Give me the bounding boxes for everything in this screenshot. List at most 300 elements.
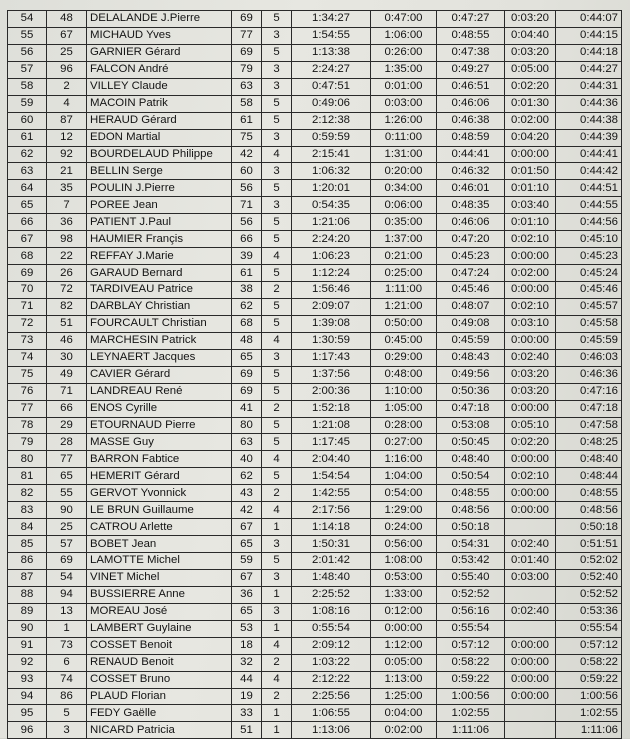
start-offset-cell: 0:35:00 (371, 214, 437, 231)
bib-cell: 25 (47, 519, 87, 536)
race-time-cell: 0:46:01 (437, 180, 505, 197)
total-time-cell: 1:13:38 (292, 44, 371, 61)
table-row (8, 400, 622, 417)
runner-name-cell: PATIENT J.Paul (87, 214, 232, 231)
table-row (8, 451, 622, 468)
final-time-cell: 0:44:56 (556, 214, 622, 231)
bib-cell: 96 (47, 61, 87, 78)
handicap-cell: 0:03:00 (505, 569, 556, 586)
category-cell: 3 (262, 197, 292, 214)
age-cell: 65 (232, 349, 262, 366)
category-cell: 1 (262, 705, 292, 722)
handicap-cell: 0:03:20 (505, 11, 556, 28)
bib-cell: 22 (47, 248, 87, 265)
place-cell: 84 (8, 519, 47, 536)
final-time-cell: 0:45:23 (556, 248, 622, 265)
runner-name-cell: BARRON Fabtice (87, 451, 232, 468)
race-time-cell: 1:02:55 (437, 705, 505, 722)
final-time-cell: 1:11:06 (556, 722, 622, 739)
place-cell: 67 (8, 231, 47, 248)
handicap-cell: 0:02:10 (505, 231, 556, 248)
handicap-cell: 0:02:10 (505, 468, 556, 485)
race-time-cell: 0:46:51 (437, 78, 505, 95)
place-cell: 73 (8, 332, 47, 349)
bib-cell: 36 (47, 214, 87, 231)
race-time-cell: 0:46:06 (437, 214, 505, 231)
handicap-cell: 0:02:40 (505, 603, 556, 620)
place-cell: 76 (8, 383, 47, 400)
category-cell: 5 (262, 315, 292, 332)
race-time-cell: 1:00:56 (437, 688, 505, 705)
total-time-cell: 0:54:35 (292, 197, 371, 214)
runner-name-cell: TARDIVEAU Patrice (87, 282, 232, 299)
age-cell: 71 (232, 197, 262, 214)
bib-cell: 7 (47, 197, 87, 214)
category-cell: 5 (262, 11, 292, 28)
runner-name-cell: HEMERIT Gérard (87, 468, 232, 485)
start-offset-cell: 0:45:00 (371, 332, 437, 349)
place-cell: 94 (8, 688, 47, 705)
start-offset-cell: 0:20:00 (371, 163, 437, 180)
table-row (8, 705, 622, 722)
age-cell: 61 (232, 112, 262, 129)
bib-cell: 49 (47, 366, 87, 383)
category-cell: 5 (262, 231, 292, 248)
category-cell: 4 (262, 637, 292, 654)
category-cell: 2 (262, 654, 292, 671)
age-cell: 33 (232, 705, 262, 722)
final-time-cell: 0:44:31 (556, 78, 622, 95)
total-time-cell: 2:12:38 (292, 112, 371, 129)
handicap-cell: 0:01:10 (505, 180, 556, 197)
start-offset-cell: 0:47:00 (371, 11, 437, 28)
category-cell: 2 (262, 688, 292, 705)
runner-name-cell: GARAUD Bernard (87, 265, 232, 282)
place-cell: 65 (8, 197, 47, 214)
total-time-cell: 1:12:24 (292, 265, 371, 282)
final-time-cell: 0:53:36 (556, 603, 622, 620)
total-time-cell: 1:17:45 (292, 434, 371, 451)
handicap-cell: 0:00:00 (505, 671, 556, 688)
final-time-cell: 0:58:22 (556, 654, 622, 671)
place-cell: 82 (8, 485, 47, 502)
total-time-cell: 1:08:16 (292, 603, 371, 620)
age-cell: 53 (232, 620, 262, 637)
place-cell: 61 (8, 129, 47, 146)
start-offset-cell: 0:00:00 (371, 620, 437, 637)
place-cell: 90 (8, 620, 47, 637)
age-cell: 56 (232, 180, 262, 197)
table-row (8, 586, 622, 603)
start-offset-cell: 0:11:00 (371, 129, 437, 146)
final-time-cell: 0:48:25 (556, 434, 622, 451)
bib-cell: 5 (47, 705, 87, 722)
final-time-cell: 0:52:52 (556, 586, 622, 603)
total-time-cell: 0:49:06 (292, 95, 371, 112)
total-time-cell: 1:54:54 (292, 468, 371, 485)
total-time-cell: 1:50:31 (292, 536, 371, 553)
total-time-cell: 2:12:22 (292, 671, 371, 688)
race-time-cell: 0:47:20 (437, 231, 505, 248)
age-cell: 32 (232, 654, 262, 671)
total-time-cell: 1:06:55 (292, 705, 371, 722)
runner-name-cell: CAVIER Gérard (87, 366, 232, 383)
race-time-cell: 0:45:23 (437, 248, 505, 265)
category-cell: 3 (262, 61, 292, 78)
table-row (8, 417, 622, 434)
total-time-cell: 1:30:59 (292, 332, 371, 349)
final-time-cell: 0:44:18 (556, 44, 622, 61)
runner-name-cell: CATROU Arlette (87, 519, 232, 536)
runner-name-cell: ENOS Cyrille (87, 400, 232, 417)
bib-cell: 74 (47, 671, 87, 688)
final-time-cell: 0:45:10 (556, 231, 622, 248)
category-cell: 3 (262, 129, 292, 146)
table-row (8, 129, 622, 146)
start-offset-cell: 0:27:00 (371, 434, 437, 451)
age-cell: 40 (232, 451, 262, 468)
age-cell: 59 (232, 553, 262, 570)
category-cell: 2 (262, 282, 292, 299)
runner-name-cell: DELALANDE J.Pierre (87, 11, 232, 28)
bib-cell: 94 (47, 586, 87, 603)
start-offset-cell: 0:34:00 (371, 180, 437, 197)
age-cell: 63 (232, 434, 262, 451)
age-cell: 79 (232, 61, 262, 78)
total-time-cell: 2:04:40 (292, 451, 371, 468)
total-time-cell: 0:55:54 (292, 620, 371, 637)
bib-cell: 67 (47, 27, 87, 44)
handicap-cell: 0:00:00 (505, 502, 556, 519)
runner-name-cell: ETOURNAUD Pierre (87, 417, 232, 434)
place-cell: 79 (8, 434, 47, 451)
total-time-cell: 1:42:55 (292, 485, 371, 502)
handicap-cell: 0:00:00 (505, 637, 556, 654)
bib-cell: 54 (47, 569, 87, 586)
race-time-cell: 0:47:18 (437, 400, 505, 417)
race-time-cell: 0:50:36 (437, 383, 505, 400)
handicap-cell: 0:01:50 (505, 163, 556, 180)
race-time-cell: 0:49:56 (437, 366, 505, 383)
place-cell: 57 (8, 61, 47, 78)
age-cell: 62 (232, 468, 262, 485)
total-time-cell: 1:17:43 (292, 349, 371, 366)
bib-cell: 51 (47, 315, 87, 332)
runner-name-cell: POREE Jean (87, 197, 232, 214)
category-cell: 5 (262, 298, 292, 315)
race-time-cell: 0:54:31 (437, 536, 505, 553)
age-cell: 69 (232, 366, 262, 383)
start-offset-cell: 0:48:00 (371, 366, 437, 383)
runner-name-cell: VILLEY Claude (87, 78, 232, 95)
category-cell: 4 (262, 146, 292, 163)
category-cell: 4 (262, 671, 292, 688)
age-cell: 44 (232, 671, 262, 688)
start-offset-cell: 0:56:00 (371, 536, 437, 553)
runner-name-cell: HAUMIER Françis (87, 231, 232, 248)
final-time-cell: 0:44:51 (556, 180, 622, 197)
age-cell: 67 (232, 519, 262, 536)
place-cell: 72 (8, 315, 47, 332)
runner-name-cell: FALCON André (87, 61, 232, 78)
age-cell: 65 (232, 603, 262, 620)
age-cell: 66 (232, 231, 262, 248)
start-offset-cell: 1:13:00 (371, 671, 437, 688)
start-offset-cell: 1:11:00 (371, 282, 437, 299)
total-time-cell: 2:15:41 (292, 146, 371, 163)
total-time-cell: 0:47:51 (292, 78, 371, 95)
race-time-cell: 0:55:54 (437, 620, 505, 637)
start-offset-cell: 0:21:00 (371, 248, 437, 265)
runner-name-cell: GERVOT Yvonnick (87, 485, 232, 502)
runner-name-cell: LEYNAERT Jacques (87, 349, 232, 366)
category-cell: 3 (262, 27, 292, 44)
results-rows (8, 11, 622, 739)
final-time-cell: 0:44:36 (556, 95, 622, 112)
total-time-cell: 1:13:06 (292, 722, 371, 739)
start-offset-cell: 0:02:00 (371, 722, 437, 739)
handicap-cell: 0:01:10 (505, 214, 556, 231)
bib-cell: 26 (47, 265, 87, 282)
place-cell: 91 (8, 637, 47, 654)
handicap-cell: 0:00:00 (505, 688, 556, 705)
runner-name-cell: MASSE Guy (87, 434, 232, 451)
category-cell: 5 (262, 180, 292, 197)
age-cell: 68 (232, 315, 262, 332)
start-offset-cell: 0:25:00 (371, 265, 437, 282)
age-cell: 77 (232, 27, 262, 44)
race-time-cell: 1:11:06 (437, 722, 505, 739)
final-time-cell: 0:52:40 (556, 569, 622, 586)
total-time-cell: 0:59:59 (292, 129, 371, 146)
runner-name-cell: LE BRUN Guillaume (87, 502, 232, 519)
bib-cell: 30 (47, 349, 87, 366)
category-cell: 4 (262, 502, 292, 519)
category-cell: 5 (262, 434, 292, 451)
bib-cell: 57 (47, 536, 87, 553)
bib-cell: 35 (47, 180, 87, 197)
race-time-cell: 0:48:56 (437, 502, 505, 519)
handicap-cell: 0:02:00 (505, 265, 556, 282)
table-row (8, 519, 622, 536)
runner-name-cell: NICARD Patricia (87, 722, 232, 739)
handicap-cell: 0:02:00 (505, 112, 556, 129)
place-cell: 55 (8, 27, 47, 44)
start-offset-cell: 1:37:00 (371, 231, 437, 248)
final-time-cell: 0:45:24 (556, 265, 622, 282)
race-time-cell: 0:58:22 (437, 654, 505, 671)
category-cell: 5 (262, 112, 292, 129)
race-time-cell: 0:55:40 (437, 569, 505, 586)
start-offset-cell: 0:04:00 (371, 705, 437, 722)
bib-cell: 71 (47, 383, 87, 400)
race-time-cell: 0:47:38 (437, 44, 505, 61)
runner-name-cell: BOBET Jean (87, 536, 232, 553)
bib-cell: 21 (47, 163, 87, 180)
place-cell: 58 (8, 78, 47, 95)
handicap-cell: 0:03:20 (505, 366, 556, 383)
total-time-cell: 1:21:08 (292, 417, 371, 434)
table-row (8, 688, 622, 705)
table-row (8, 383, 622, 400)
place-cell: 64 (8, 180, 47, 197)
category-cell: 5 (262, 44, 292, 61)
place-cell: 92 (8, 654, 47, 671)
start-offset-cell: 0:06:00 (371, 197, 437, 214)
category-cell: 3 (262, 536, 292, 553)
handicap-cell: 0:01:30 (505, 95, 556, 112)
runner-name-cell: REFFAY J.Marie (87, 248, 232, 265)
age-cell: 56 (232, 214, 262, 231)
place-cell: 74 (8, 349, 47, 366)
race-time-cell: 0:53:08 (437, 417, 505, 434)
table-row (8, 197, 622, 214)
start-offset-cell: 1:08:00 (371, 553, 437, 570)
table-row (8, 146, 622, 163)
race-time-cell: 0:49:27 (437, 61, 505, 78)
table-row (8, 282, 622, 299)
bib-cell: 77 (47, 451, 87, 468)
bib-cell: 4 (47, 95, 87, 112)
total-time-cell: 2:25:52 (292, 586, 371, 603)
table-row (8, 434, 622, 451)
place-cell: 66 (8, 214, 47, 231)
table-row (8, 180, 622, 197)
total-time-cell: 1:03:22 (292, 654, 371, 671)
category-cell: 2 (262, 400, 292, 417)
start-offset-cell: 1:33:00 (371, 586, 437, 603)
handicap-cell: 0:04:20 (505, 129, 556, 146)
age-cell: 41 (232, 400, 262, 417)
table-row (8, 485, 622, 502)
total-time-cell: 2:24:20 (292, 231, 371, 248)
runner-name-cell: COSSET Benoit (87, 637, 232, 654)
handicap-cell: 0:00:00 (505, 248, 556, 265)
runner-name-cell: FEDY Gaëlle (87, 705, 232, 722)
total-time-cell: 1:37:56 (292, 366, 371, 383)
table-row (8, 298, 622, 315)
handicap-cell: 0:01:40 (505, 553, 556, 570)
table-row (8, 315, 622, 332)
bib-cell: 55 (47, 485, 87, 502)
start-offset-cell: 1:29:00 (371, 502, 437, 519)
handicap-cell: 0:03:20 (505, 44, 556, 61)
place-cell: 62 (8, 146, 47, 163)
place-cell: 59 (8, 95, 47, 112)
start-offset-cell: 0:26:00 (371, 44, 437, 61)
total-time-cell: 1:06:23 (292, 248, 371, 265)
age-cell: 18 (232, 637, 262, 654)
final-time-cell: 0:44:27 (556, 61, 622, 78)
start-offset-cell: 1:12:00 (371, 637, 437, 654)
age-cell: 43 (232, 485, 262, 502)
handicap-cell: 0:05:10 (505, 417, 556, 434)
table-row (8, 722, 622, 739)
category-cell: 5 (262, 468, 292, 485)
age-cell: 39 (232, 248, 262, 265)
bib-cell: 92 (47, 146, 87, 163)
race-time-cell: 0:48:43 (437, 349, 505, 366)
table-row (8, 44, 622, 61)
handicap-cell: 0:00:00 (505, 146, 556, 163)
race-time-cell: 0:59:22 (437, 671, 505, 688)
final-time-cell: 0:47:58 (556, 417, 622, 434)
bib-cell: 90 (47, 502, 87, 519)
handicap-cell (505, 519, 556, 536)
handicap-cell: 0:03:20 (505, 383, 556, 400)
runner-name-cell: MARCHESIN Patrick (87, 332, 232, 349)
age-cell: 48 (232, 332, 262, 349)
age-cell: 58 (232, 95, 262, 112)
table-row (8, 163, 622, 180)
runner-name-cell: DARBLAY Christian (87, 298, 232, 315)
total-time-cell: 2:09:12 (292, 637, 371, 654)
handicap-cell: 0:00:00 (505, 332, 556, 349)
runner-name-cell: POULIN J.Pierre (87, 180, 232, 197)
runner-name-cell: MICHAUD Yves (87, 27, 232, 44)
final-time-cell: 0:45:59 (556, 332, 622, 349)
runner-name-cell: VINET Michel (87, 569, 232, 586)
runner-name-cell: BOURDELAUD Philippe (87, 146, 232, 163)
final-time-cell: 0:46:03 (556, 349, 622, 366)
start-offset-cell: 0:01:00 (371, 78, 437, 95)
final-time-cell: 1:00:56 (556, 688, 622, 705)
start-offset-cell: 0:12:00 (371, 603, 437, 620)
start-offset-cell: 1:21:00 (371, 298, 437, 315)
table-row (8, 78, 622, 95)
place-cell: 80 (8, 451, 47, 468)
table-row (8, 569, 622, 586)
place-cell: 54 (8, 11, 47, 28)
category-cell: 5 (262, 265, 292, 282)
start-offset-cell: 0:03:00 (371, 95, 437, 112)
handicap-cell: 0:00:00 (505, 282, 556, 299)
table-row (8, 112, 622, 129)
place-cell: 78 (8, 417, 47, 434)
final-time-cell: 0:44:55 (556, 197, 622, 214)
table-row (8, 231, 622, 248)
category-cell: 3 (262, 78, 292, 95)
table-row (8, 11, 622, 28)
handicap-cell: 0:02:40 (505, 536, 556, 553)
final-time-cell: 0:59:22 (556, 671, 622, 688)
place-cell: 89 (8, 603, 47, 620)
runner-name-cell: LANDREAU René (87, 383, 232, 400)
category-cell: 1 (262, 519, 292, 536)
table-row (8, 27, 622, 44)
place-cell: 85 (8, 536, 47, 553)
handicap-cell: 0:02:20 (505, 434, 556, 451)
handicap-cell (505, 722, 556, 739)
category-cell: 1 (262, 586, 292, 603)
total-time-cell: 1:21:06 (292, 214, 371, 231)
handicap-cell: 0:05:00 (505, 61, 556, 78)
bib-cell: 25 (47, 44, 87, 61)
category-cell: 5 (262, 553, 292, 570)
category-cell: 4 (262, 332, 292, 349)
place-cell: 77 (8, 400, 47, 417)
runner-name-cell: MACOIN Patrik (87, 95, 232, 112)
category-cell: 1 (262, 620, 292, 637)
handicap-cell: 0:02:20 (505, 78, 556, 95)
bib-cell: 87 (47, 112, 87, 129)
final-time-cell: 0:45:46 (556, 282, 622, 299)
final-time-cell: 0:50:18 (556, 519, 622, 536)
table-row (8, 349, 622, 366)
category-cell: 3 (262, 349, 292, 366)
race-time-cell: 0:45:46 (437, 282, 505, 299)
final-time-cell: 0:44:38 (556, 112, 622, 129)
